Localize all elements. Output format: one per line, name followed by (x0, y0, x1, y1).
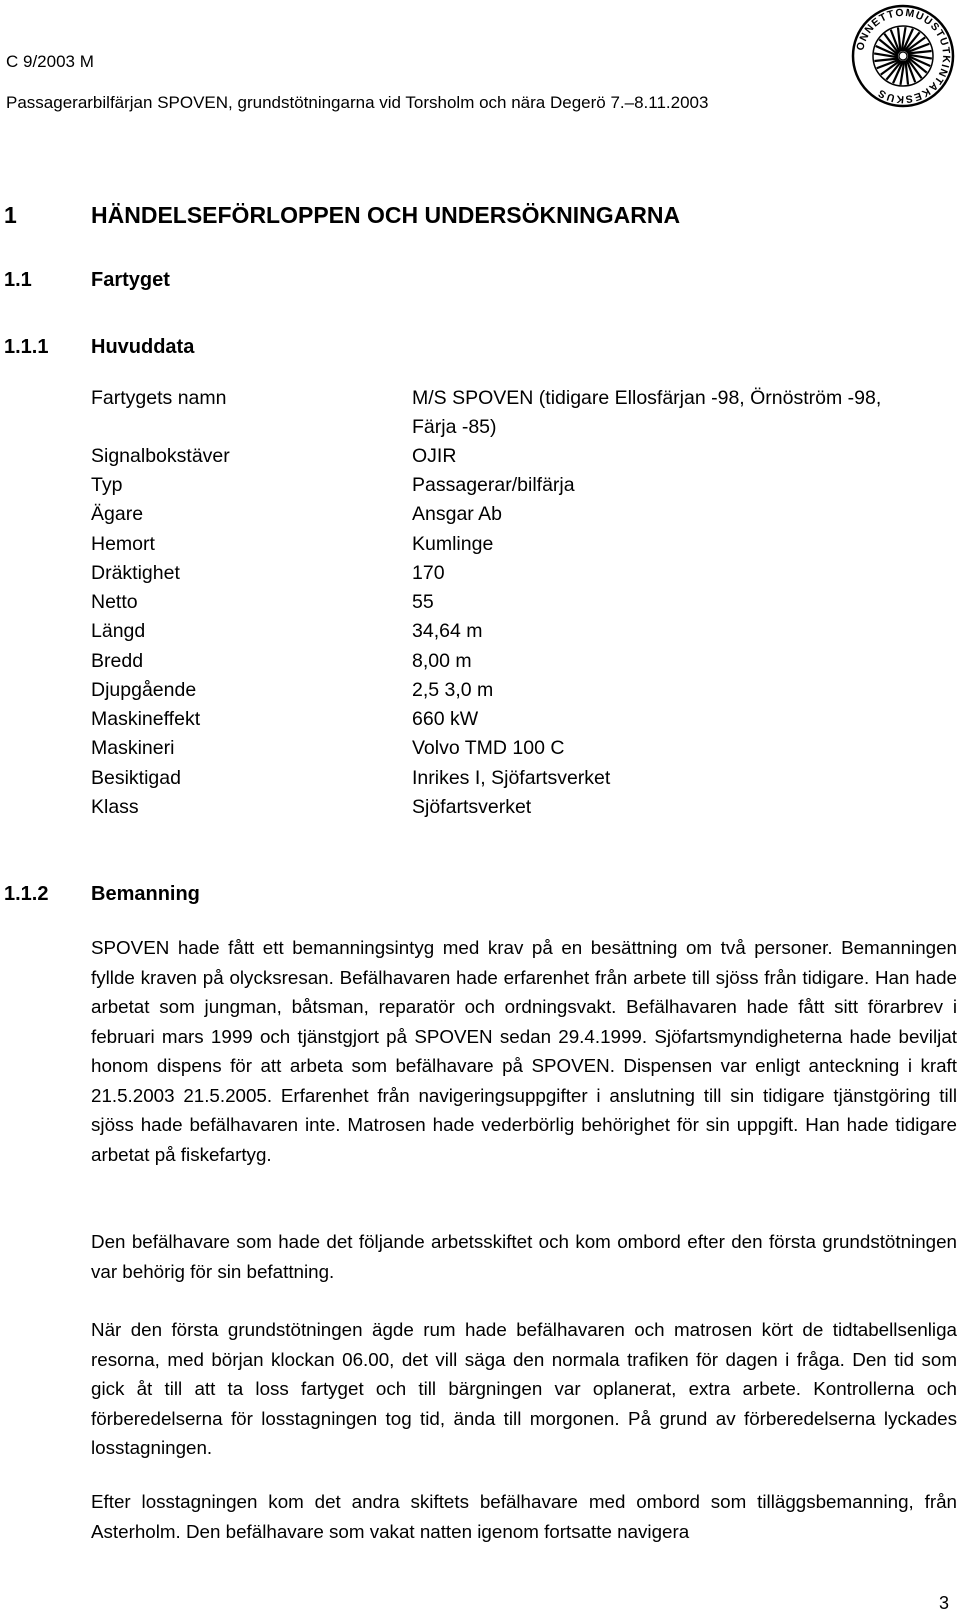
investigation-centre-seal-logo (850, 3, 956, 109)
page-number: 3 (939, 1593, 950, 1613)
body-paragraph: När den första grundstötningen ägde rum hade befälhavaren och matrosen kört de tidtabellsenliga resorna, med början klockan 06.00, det vill säga den normala trafiken för dagen i fråga. Den tid som gick åt till att ta loss fartyget och till bärgningen var oplanerat, extra arbete. Kontrollerna och förberedelserna för losstagningen tog tid, ända till morgonen. På grund av förberedelserna lyckades losstagningen. (91, 1319, 957, 1458)
spec-label: Ägare (91, 503, 144, 525)
section-1-1-number: 1.1 (4, 269, 32, 291)
section-1-1-1-title: Huvuddata (91, 336, 195, 358)
body-paragraph: Den befälhavare som hade det följande arbetsskiftet och kom ombord efter den första grundstötningen var behörig för sin befattning. (91, 1231, 957, 1282)
spec-label: Bredd (91, 650, 144, 672)
spec-value: 170 (412, 562, 445, 584)
spec-value: 8,00 m (412, 650, 472, 672)
section-1-1-2-title: Bemanning (91, 883, 200, 905)
section-1-title: HÄNDELSEFÖRLOPPEN OCH UNDERSÖKNINGARNA (91, 202, 681, 228)
spec-label: Maskineri (91, 737, 175, 759)
spec-label: Maskineffekt (91, 708, 201, 730)
spec-label: Signalbokstäver (91, 445, 230, 467)
spec-label: Fartygets namn (91, 387, 227, 409)
spec-value: OJIR (412, 445, 457, 467)
section-1-number: 1 (4, 202, 17, 228)
spec-value: Kumlinge (412, 533, 494, 555)
spec-label: Längd (91, 620, 146, 642)
spec-value: 34,64 m (412, 620, 483, 642)
spec-value-continued: Färja -85) (412, 416, 497, 438)
spec-value: Volvo TMD 100 C (412, 737, 565, 759)
section-1-1-1-number: 1.1.1 (4, 336, 49, 358)
spec-value: Ansgar Ab (412, 503, 502, 525)
spec-label: Klass (91, 796, 139, 818)
spec-value: Inrikes I, Sjöfartsverket (412, 767, 611, 789)
spec-label: Typ (91, 474, 123, 496)
spec-label: Hemort (91, 533, 155, 555)
spec-value: Passagerar/bilfärja (412, 474, 575, 496)
body-paragraph: Efter losstagningen kom det andra skiftets befälhavare med ombord som tilläggsbemanning, från Asterholm. Den befälhavare som vakat natten igenom fortsatte navigera (91, 1491, 957, 1542)
report-id: C 9/2003 M (6, 52, 94, 71)
spec-label: Netto (91, 591, 138, 613)
section-1-1-title: Fartyget (91, 269, 170, 291)
spec-label: Dräktighet (91, 562, 180, 584)
spec-value: 660 kW (412, 708, 479, 730)
spec-value: 55 (412, 591, 434, 613)
section-1-1-2-number: 1.1.2 (4, 883, 49, 905)
body-paragraph: SPOVEN hade fått ett bemanningsintyg med krav på en besättning om två personer. Bemanningen fyllde kraven på olycksresan. Befälhavaren hade erfarenhet från arbete till sjöss från tidigare. Han hade arbetat som jungman, båtsman, reparatör och ordningsvakt. Befälhavaren hade fått sitt förarbrev i februari mars 1999 och tjänstgjort på SPOVEN sedan 29.4.1999. Sjöfartsmyndigheterna hade beviljat honom dispens för att arbeta som befälhavare på SPOVEN. Dispensen var enligt anteckning i kraft 21.5.2003 21.5.2005. Erfarenhet från navigeringsuppgifter i anslutning till sin tidigare tjänstgöring till sjöss hade befälhavaren inte. Matrosen hade vederbörlig behörighet för sin uppgift. Han hade tidigare arbetat på fiskefartyg. (91, 937, 957, 1165)
spec-value: 2,5 3,0 m (412, 679, 494, 701)
spec-label: Besiktigad (91, 767, 181, 789)
spec-label: Djupgående (91, 679, 197, 701)
spec-value: Sjöfartsverket (412, 796, 532, 818)
report-title: Passagerarbilfärjan SPOVEN, grundstötningarna vid Torsholm och nära Degerö 7.–8.11.2003 (6, 93, 709, 112)
svg-text:ONNETTOMUUSTUTKINTAKESKUS: ONNETTOMUUSTUTKINTAKESKUS (854, 6, 953, 106)
spec-value: M/S SPOVEN (tidigare Ellosfärjan -98, Örnöström -98, (412, 387, 882, 409)
